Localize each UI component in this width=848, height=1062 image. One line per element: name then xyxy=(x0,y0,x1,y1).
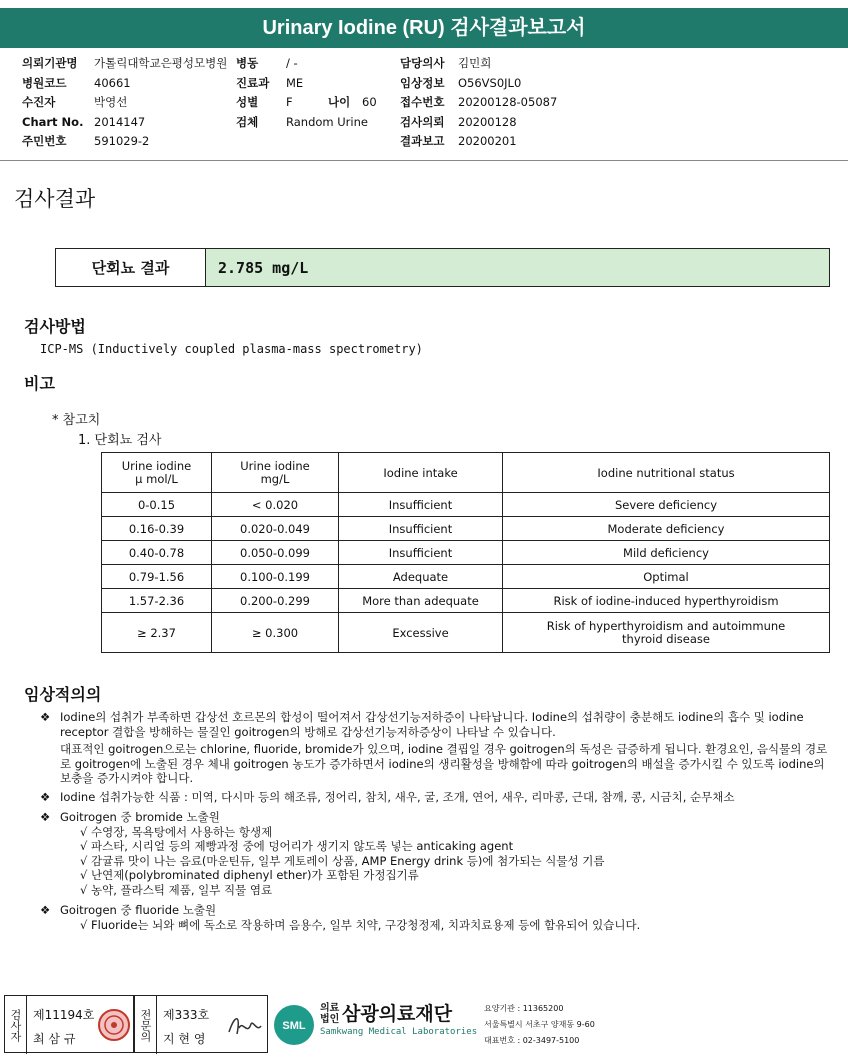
org-address: 서울특별시 서초구 양재동 9-60 xyxy=(484,1020,595,1029)
table-cell: Adequate xyxy=(339,565,503,589)
info-label: 주민번호 xyxy=(22,134,67,148)
column-header: Urine iodine mg/L xyxy=(212,453,339,493)
check-icon: √ xyxy=(80,839,88,853)
info-label: 담당의사 xyxy=(400,56,445,70)
table-cell: 0.020-0.049 xyxy=(212,517,339,541)
sml-logo-icon xyxy=(272,1003,316,1047)
info-column-3 xyxy=(400,54,557,152)
method-text: ICP-MS (Inductively coupled plasma-mass spectrometry) xyxy=(40,342,423,356)
table-cell: Risk of hyperthyroidism and autoimmune thyroid disease xyxy=(503,613,830,653)
table-cell: Moderate deficiency xyxy=(503,517,830,541)
reference-label: * 참고치 xyxy=(52,413,101,428)
table-cell: ≥ 0.300 xyxy=(212,613,339,653)
check-icon: √ xyxy=(80,917,88,932)
list-item-text: 감귤류 맛이 나는 음료(마운틴듀, 일부 게토레이 상품, AMP Energy drink 등)에 첨가되는 식물성 기름 xyxy=(90,853,605,868)
list-item-text: 파스타, 시리얼 등의 제빵과정 중에 덩어리가 생기지 않도록 넣는 anticaking agent xyxy=(90,839,514,853)
signature-icon xyxy=(225,1010,263,1040)
info-value: 20200128-05087 xyxy=(458,95,558,109)
tester-box xyxy=(4,995,134,1053)
info-label: 의뢰기관명 xyxy=(22,56,78,70)
column-header: Iodine intake xyxy=(339,453,503,493)
list-item-text: 수영장, 목욕탕에서 사용하는 항생제 xyxy=(90,824,273,839)
list-item xyxy=(60,854,830,869)
info-label: 검사의뢰 xyxy=(400,114,445,129)
reviewer-label: 전문의 xyxy=(135,996,157,1054)
result-heading: 검사결과 xyxy=(14,187,96,211)
info-value: 2014147 xyxy=(94,114,146,129)
divider xyxy=(0,160,848,161)
age-value: 60 xyxy=(362,95,377,109)
table-cell: 0-0.15 xyxy=(102,493,212,517)
method-heading: 검사방법 xyxy=(24,317,86,336)
table-cell: Excessive xyxy=(339,613,503,653)
reference-table xyxy=(101,452,830,653)
info-value: 20200128 xyxy=(458,114,517,129)
table-cell: ≥ 2.37 xyxy=(102,613,212,653)
list-item xyxy=(60,883,830,898)
table-row xyxy=(102,589,830,613)
info-label: 병동 xyxy=(236,56,259,70)
reviewer-box xyxy=(134,995,268,1053)
tester-license: 제11194호 xyxy=(33,1008,95,1022)
reviewer-name: 지 현 영 xyxy=(163,1032,206,1046)
list-item xyxy=(60,839,830,854)
table-row xyxy=(102,541,830,565)
report-title-banner: Urinary Iodine (RU) 검사결과보고서 xyxy=(0,8,848,48)
table-cell: 0.050-0.099 xyxy=(212,541,339,565)
table-cell: Severe deficiency xyxy=(503,493,830,517)
info-column-1 xyxy=(22,54,227,152)
tester-label: 검사자 xyxy=(5,996,27,1054)
bullet-icon: ❖ xyxy=(40,710,51,724)
paragraph-text: 대표적인 goitrogen으로는 chlorine, fluoride, bromide가 있으며, iodine 결핍일 경우 goitrogen의 독성은 급증하게 됩니다. 환경요인, 음식물의 경로로 goitrogen에 노출된 경우 체내 goitrogen 농도가 증가하면서 iodine의 생리활성을 방해함에 따라 goitrogen의 배설을 증가시킬 수 있도록 iodine의 보충을 증가시켜야 합니다. xyxy=(60,742,828,785)
table-cell: More than adequate xyxy=(339,589,503,613)
table-cell: 0.16-0.39 xyxy=(102,517,212,541)
info-value: Random Urine xyxy=(286,114,368,129)
list-item xyxy=(60,918,830,933)
org-phone: 대표번호 : 02-3497-5100 xyxy=(484,1036,580,1045)
info-label: 수진자 xyxy=(22,95,56,109)
bullet-icon: ❖ xyxy=(40,810,51,824)
column-header: Iodine nutritional status xyxy=(503,453,830,493)
tester-seal-icon xyxy=(97,1008,131,1042)
paragraph-text: Iodine의 섭취가 부족하면 갑상선 호르몬의 합성이 떨어져서 갑상선기능저하증이 나타납니다. Iodine의 섭취량이 충분해도 iodine의 흡수 및 iodine receptor 결합을 방해하는 물질인 goitrogen의 방해로 갑상선기능저하증상이 나타날 수 있습니다. xyxy=(60,710,804,739)
table-cell: 0.40-0.78 xyxy=(102,541,212,565)
info-label: 검체 xyxy=(236,114,259,129)
info-value: O56VS0JL0 xyxy=(458,75,522,90)
list-item xyxy=(60,825,830,840)
table-row xyxy=(102,613,830,653)
result-box xyxy=(55,248,830,287)
info-column-2 xyxy=(236,54,377,132)
table-cell: 0.200-0.299 xyxy=(212,589,339,613)
table-cell: Insufficient xyxy=(339,541,503,565)
table-row xyxy=(102,565,830,589)
clinical-heading: 임상적의의 xyxy=(24,685,102,704)
table-header-row xyxy=(102,453,830,493)
result-value: 2.785 mg/L xyxy=(206,249,829,286)
clinical-paragraph xyxy=(40,903,830,932)
info-label: 성별 xyxy=(236,95,259,109)
reference-sub-label: 1. 단회뇨 검사 xyxy=(78,433,162,448)
org-english-name: Samkwang Medical Laboratories xyxy=(320,1027,478,1037)
paragraph-text: Goitrogen 중 bromide 노출원 xyxy=(60,810,220,824)
table-cell: 0.100-0.199 xyxy=(212,565,339,589)
paragraph-text: Goitrogen 중 fluoride 노출원 xyxy=(60,903,217,917)
list-item-text: 농약, 플라스틱 제품, 일부 직물 염료 xyxy=(90,882,273,897)
info-value: 40661 xyxy=(94,75,131,90)
paragraph-text: Iodine 섭취가능한 식품 : 미역, 다시마 등의 해조류, 정어리, 참치, 새우, 굴, 조개, 연어, 새우, 리마콩, 근대, 참깨, 콩, 시금치, 순무채소 xyxy=(60,789,735,804)
check-icon: √ xyxy=(80,853,88,868)
check-icon: √ xyxy=(80,868,88,882)
info-value: 20200201 xyxy=(458,134,517,148)
check-icon: √ xyxy=(80,824,88,839)
table-row xyxy=(102,517,830,541)
report-footer xyxy=(0,995,848,1055)
check-icon: √ xyxy=(80,882,88,897)
info-label: 진료과 xyxy=(236,75,270,90)
info-value: 가톨릭대학교은평성모병원 xyxy=(94,56,228,70)
org-contact xyxy=(484,1001,595,1049)
reviewer-license: 제333호 xyxy=(163,1008,210,1022)
info-label: Chart No. xyxy=(22,114,84,129)
clinical-paragraph xyxy=(40,710,830,786)
info-value: 김민희 xyxy=(458,56,492,70)
info-value: ME xyxy=(286,75,304,90)
info-value: 591029-2 xyxy=(94,134,150,148)
bullet-icon: ❖ xyxy=(40,903,51,917)
table-cell: Risk of iodine-induced hyperthyroidism xyxy=(503,589,830,613)
age-label: 나이 xyxy=(328,95,351,109)
org-prefix: 의료 법인 xyxy=(320,1003,340,1025)
list-item-text: Fluoride는 뇌와 뼈에 독소로 작용하며 음용수, 일부 치약, 구강청정제, 치과치료용제 등에 함유되어 있습니다. xyxy=(90,917,641,932)
info-label: 결과보고 xyxy=(400,134,445,148)
info-label: 병원코드 xyxy=(22,75,67,90)
clinical-paragraph xyxy=(40,810,830,897)
remarks-heading: 비고 xyxy=(24,374,55,393)
table-cell: < 0.020 xyxy=(212,493,339,517)
list-item-text: 난연제(polybrominated diphenyl ether)가 포함된 가정집기류 xyxy=(90,868,419,882)
info-value: F xyxy=(286,95,293,109)
column-header: Urine iodine μ mol/L xyxy=(102,453,212,493)
info-value: / - xyxy=(286,56,298,70)
table-cell: 0.79-1.56 xyxy=(102,565,212,589)
logo-text: SML xyxy=(282,1020,306,1032)
info-label: 접수번호 xyxy=(400,95,445,109)
info-label: 임상정보 xyxy=(400,75,445,90)
org-name: 삼광의료재단 xyxy=(342,1003,453,1025)
table-cell: Insufficient xyxy=(339,493,503,517)
table-cell: Insufficient xyxy=(339,517,503,541)
org-registration: 요양기관 : 11365200 xyxy=(484,1004,564,1013)
table-cell: 1.57-2.36 xyxy=(102,589,212,613)
table-row xyxy=(102,493,830,517)
table-cell: Optimal xyxy=(503,565,830,589)
table-cell: Mild deficiency xyxy=(503,541,830,565)
clinical-paragraph xyxy=(40,790,830,805)
tester-name: 최 삼 규 xyxy=(33,1032,76,1046)
result-label: 단회뇨 결과 xyxy=(56,249,206,286)
list-item xyxy=(60,868,830,883)
bullet-icon: ❖ xyxy=(40,789,51,804)
clinical-significance xyxy=(40,710,830,932)
info-value: 박영선 xyxy=(94,95,128,109)
